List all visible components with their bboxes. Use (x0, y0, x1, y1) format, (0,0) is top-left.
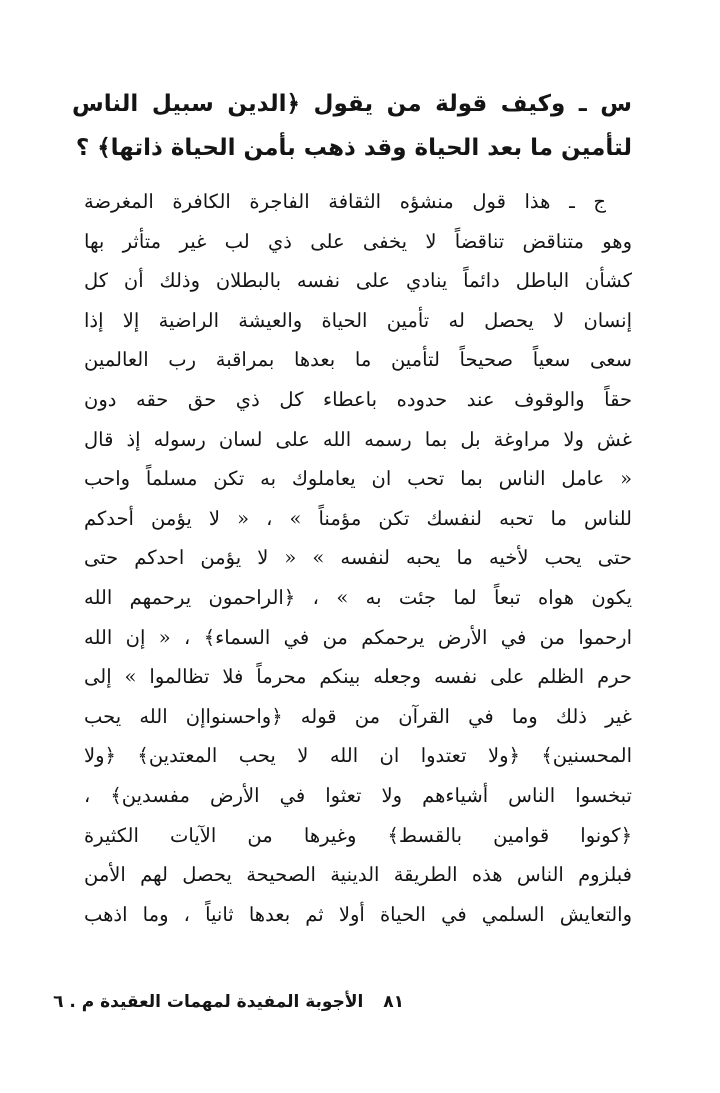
page-number: ٨١ (383, 992, 404, 1012)
book-title: الأجوبة المفيدة لمهمات العقيدة م . ٦ (53, 992, 364, 1012)
answer-line: حرم الظلم على نفسه وجعله بينكم محرماً فلا تظالموا » إلى (84, 665, 632, 689)
answer-line: حتى يحب لأخيه ما يحبه لنفسه » « لا يؤمن احدكم حتى (84, 546, 632, 570)
answer-line: المحسنين﴾ ﴿ولا تعتدوا ان الله لا يحب المعتدين﴾ ﴿ولا (84, 744, 632, 768)
answer-line: سعى سعياً صحيحاً لتأمين ما بعدها بمراقبة رب العالمين (84, 348, 632, 372)
answer-line: « عامل الناس بما تحب ان يعاملوك به تكن مسلماً واحب (84, 467, 632, 491)
page-footer (53, 990, 404, 1014)
answer-line: والتعايش السلمي في الحياة أولا ثم بعدها ثانياً ، وما اذهب (84, 902, 632, 926)
answer-line: حقاً والوقوف عند حدوده باعطاء كل ذي حق حقه دون (84, 387, 632, 411)
answer-line: يكون هواه تبعاً لما جئت به » ، ﴿الراحمون يرحمهم الله (84, 585, 632, 609)
answer-line: ﴿كونوا قوامين بالقسط﴾ وغيرها من الآيات الكثيرة (84, 823, 632, 847)
answer-line: فبلزوم الناس هذه الطريقة الدينية الصحيحة يحصل لهم الأمن (84, 863, 632, 887)
answer-line: غش ولا مراوغة بل بما رسمه الله على لسان رسوله إذ قال (84, 427, 632, 451)
answer-line: ج ـ هذا قول منشؤه الثقافة الفاجرة الكافرة المغرضة (84, 190, 606, 213)
answer-line: ارحموا من في الأرض يرحمكم من في السماء﴾ ، « إن الله (84, 625, 632, 649)
answer-line: تبخسوا الناس أشياءهم ولا تعثوا في الأرض مفسدين﴾ ، (84, 783, 632, 807)
answer-line: غير ذلك وما في القرآن من قوله ﴿واحسنواإن الله يحب (84, 704, 632, 728)
answer-line: للناس ما تحبه لنفسك تكن مؤمناً » ، « لا يؤمن أحدكم (84, 506, 632, 530)
answer-line: إنسان لا يحصل له تأمين الحياة والعيشة الراضية إلا إذا (84, 308, 632, 332)
answer-paragraph (84, 182, 632, 934)
question-text: س ـ وكيف قولة من يقول ﴿الدين سبيل الناس لتأمين ما بعد الحياة وقد ذهب بأمن الحياة ذاتها﴾ ؟ (72, 91, 632, 161)
answer-line: وهو متناقض تناقضاً لا يخفى على ذي لب غير متأثر بها (84, 229, 632, 253)
answer-line: كشأن الباطل دائماً ينادي على نفسه بالبطلان وذلك أن كل (84, 269, 632, 293)
